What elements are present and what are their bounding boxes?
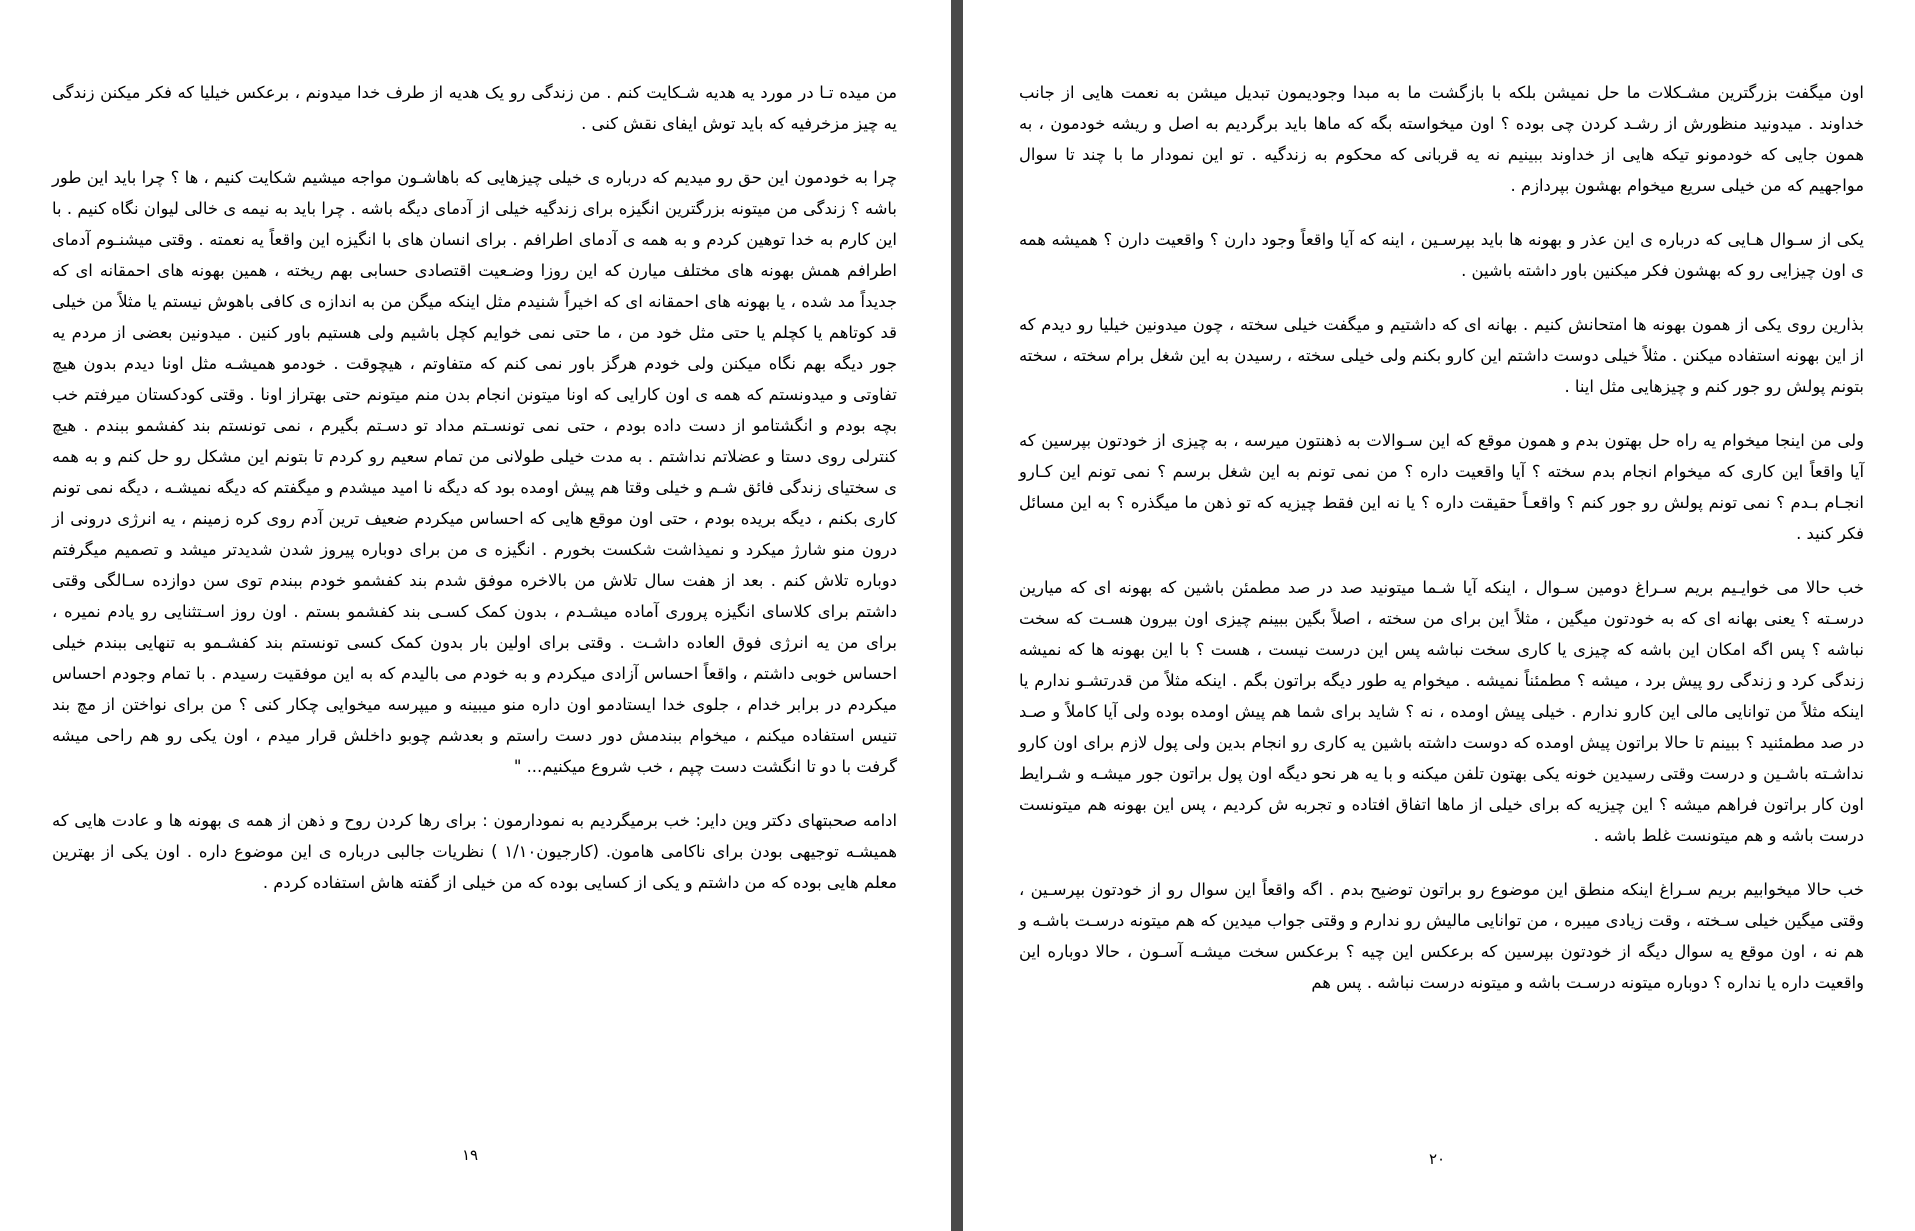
- paragraph: خب حالا میخوابیم بریم سـراغ اینکه منطق این موضوع رو براتون توضیح بدم . اگه واقعاً این سوال رو از خودتون بپرسـین ، وقتی میگین خیلی سـخته ، وقت زیادی میبره ، من توانایی مالیش رو ندارم و وقتی جواب میدین که هم میتونه درسـت باشـه و هم نه ، اون موقع یه سوال دیگه از خودتون بپرسین که برعکس این چیه ؟ برعکس سخت میشـه آسـون ، حالا دوباره این واقعیت داره یا نداره ؟ دوباره میتونه درسـت باشه و میتونه درست نباشه . پس هم: [1019, 880, 1864, 992]
- page-20: [963, 0, 1915, 1231]
- paragraph: یکی از سـوال هـایی که درباره ی این عذر و بهونه ها باید بپرسـین ، اینه که آیا واقعاً وجود دارن ؟ واقعیت دارن ؟ همیشه همه ی اون چیزایی رو که بهشون فکر میکنین باور داشته باشین .: [1019, 230, 1864, 280]
- paragraph: ولی من اینجا میخوام یه راه حل بهتون بدم و همون موقع که این سـوالات به ذهنتون میرسه ، به چیزی از خودتون بپرسین که آیا واقعاً این کاری که میخوام انجام بدم سخته ؟ آیا واقعیت داره ؟ من نمی تونم به این شغل برسم ؟ نمی تونم این کـارو انجـام بـدم ؟ نمی تونم پولش رو جور کنم ؟ واقعـاً حقیقت داره ؟ یا نه این فقط چیزیه که تو ذهن ما میگذره ؟ به این مسائل فکر کنید .: [1019, 431, 1864, 543]
- paragraph: خب حالا می خوایـیم بریم سـراغ دومین سـوال ، اینکه آیا شـما میتونید صد در صد مطمئن باشین که بهونه ای که میارین درسـته ؟ یعنی بهانه ای که به خودتون میگین ، مثلاً این برای من سخته ، اصلاً بگین ببینم چیزی اون بیرون هسـت که سخت نباشه ؟ پس اگه امکان این باشه که چیزی یا کاری سخت نباشه پس این درست نیست ، هست ؟ با این بهونه ها که نمیشه زندگی کرد و زندگی رو پیش برد ، میشه ؟ مطمئناً نمیشه . میخوام یه طور دیگه براتون بگم . اینکه مثلاً من قدرتشـو ندارم یا اینکه مثلاً من توانایی مالی این کارو ندارم . خیلی پیش اومده ، نه ؟ شاید برای شما هم پیش اومده بوده ولی آیا کاملاً و صـد در صد مطمئنید ؟ ببینم تا حالا براتون پیش اومده که دوست داشته باشین یه کاری رو انجام بدین ولی پول لازم برای اون کارو نداشـته باشـین و درست وقتی رسیدین خونه یکی بهتون تلفن میکنه و با یه هر نحو دیگه اون پول براتون جور میشـه و شـرایط اون کار براتون فراهم میشه ؟ این چیزیه که برای خیلی از ماها اتفاق افتاده و تجربه ش کردیم ، پس این بهونه هم میتونست درست باشه و هم میتونست غلط باشه .: [1019, 578, 1864, 845]
- paragraph: اون میگفت بزرگترین مشـکلات ما حل نمیشن بلکه با بازگشت ما به مبدا وجودیمون تبدیل میشن به نعمت هایی از جانب خداوند . میدونید منظورش از رشـد کردن چی بوده ؟ اون میخواسته بگه که ماها باید برگردیم به اصل و ریشه خودمون ، به همون جایی که خودمونو تیکه هایی از خداوند ببینیم نه یه قربانی که محکوم به زندگیه . تو این نمودار ما با چند تا سوال مواجهیم که من خیلی سریع میخوام بهشون بپردازم .: [1019, 83, 1864, 195]
- page-number: ۱۹: [462, 1146, 479, 1164]
- paragraph: ادامه صحبتهای دکتر وین دایر: خب برمیگردیم به نمودارمون : برای رها کردن روح و ذهن از همه ی بهونه ها و عادت هایی که همیشـه توجیهی بودن برای ناکامی هامون. (کارجیون۱/۱۰ ) نظریات جالبی درباره ی این موضوع داره . اون یکی از بهترین معلم هایی بوده که من داشتم و یکی از کسایی بوده که من خیلی از گفته هاش استفاده کردم .: [52, 811, 897, 892]
- paragraph: چرا به خودمون این حق رو میدیم که درباره ی خیلی چیزهایی که باهاشـون مواجه میشیم شکایت کنیم ، ها ؟ چرا باید این طور باشه ؟ زندگی من میتونه بزرگترین انگیزه برای زندگیه خیلی از آدمای دیگه باشه . چرا باید به نیمه ی خالی لیوان نگاه کنیم . با این کارم به خدا توهین کردم و به همه ی آدمای اطرافم . برای انسان های با انگیزه این واقعاً یه نعمته . وقتی میشنـوم آدمای اطرافم همش بهونه های مختلف میارن که این روزا وضـعیت اقتصادی حسابی بهم ریخته ، همین بهونه های احمقانه ای که جدیداً مد شده ، یا بهونه های احمقانه ای که اخیراً شنیدم مثل اینکه میگن من به اندازه ی کافی باهوش نیستم یا مثلاً من خیلی قد کوتاهم یا کچلم یا حتی مثل خود من ، ما حتی نمی خوایم کچل باشیم ولی هستیم باور کنین . میدونین بعضی از مردم یه جور دیگه بهم نگاه میکنن ولی خودم هرگز باور نمی کنم که متفاوتم ، هیچوقت . خودمو همیشـه مثل اونا دیدم بدون هیچ تفاوتی و میدونستم که همه ی اون کارایی که اونا میتونن انجام بدن منم میتونم حتی بهتراز اونا . وقتی کودکستان میرفتم خب بچه بودم و انگشتامو از دست داده بودم ، حتی نمی تونسـتم مداد تو دسـتم بگیرم ، نمی تونستم بند کفشمو ببندم . هیچ کنترلی روی دستا و عضلاتم نداشتم . به مدت خیلی طولانی من تمام سعیم رو کردم تا بتونم این مشکل رو حل کنم و به همه ی سختیای زندگی فائق شـم و خیلی وقتا هم پیش اومده بود که دیگه نا امید میشدم و میگفتم که دیگه نمیشـه ، دیگه نمی تونم کاری بکنم ، دیگه بریده بودم ، حتی اون موقع هایی که احساس میکردم ضعیف ترین آدم روی کره زمینم ، یه انرژی درونی از درون منو شارژ میکرد و نمیذاشت شکست بخورم . انگیزه ی من برای دوباره پیروز شدن شدیدتر میشد و تصمیم میگرفتم دوباره تلاش کنم . بعد از هفت سال تلاش من بالاخره موفق شدم بند کفشمو خودم ببندم توی سن دوازده سـالگی وقتی داشتم برای کلاسای انگیزه پروری آماده میشـدم ، بدون کمک کسـی بند کفشمو بستم . اون روز اسـتثنایی رو یادم نمیره ، برای من یه انرژی فوق العاده داشـت . وقتی برای اولین بار بدون کمک کسی تونستم بند کفشـمو به تنهایی ببندم خیلی احساس خوبی داشتم ، واقعاً احساس آزادی میکردم و به خودم می بالیدم که به این موفقیت رسیدم . با تمام وجودم احساس میکردم در برابر خدام ، جلوی خدا ایستادمو اون داره منو میبینه و میپرسه میخوایی چکار کنی ؟ من برای نواختن از مچ بند تنیس استفاده میکنم ، میخوام ببندمش دور دست راستم و بعدشم چوبو داخلش قرار میدم ، اون یکی رو هم راحی میشه گرفت با دو تا انگشت دست چپم ، خب شروع میکنیم... ": [52, 168, 897, 776]
- paragraph: من میده تـا در مورد یه هدیه شـکایت کنم . من زندگی رو یک هدیه از طرف خدا میدونم ، برعکس خیلیا که فکر میکنن زندگی یه چیز مزخرفیه که باید توش ایفای نقش کنی .: [52, 83, 897, 133]
- page-body: [52, 77, 897, 921]
- page-body: [1019, 77, 1864, 1021]
- page-gutter-divider: [951, 0, 963, 1231]
- page-19: [0, 0, 951, 1231]
- paragraph: بذارین روی یکی از همون بهونه ها امتحانش کنیم . بهانه ای که داشتیم و میگفت خیلی سخته ، چون میدونین خیلیا رو دیدم که از این بهونه استفاده میکنن . مثلاً خیلی دوست داشتم این کارو بکنم ولی خیلی سخته ، رسیدن به این شغل برام سخته ، سخته بتونم پولش رو جور کنم و چیزهایی مثل اینا .: [1019, 315, 1864, 396]
- page-number: ۲۰: [1429, 1150, 1446, 1168]
